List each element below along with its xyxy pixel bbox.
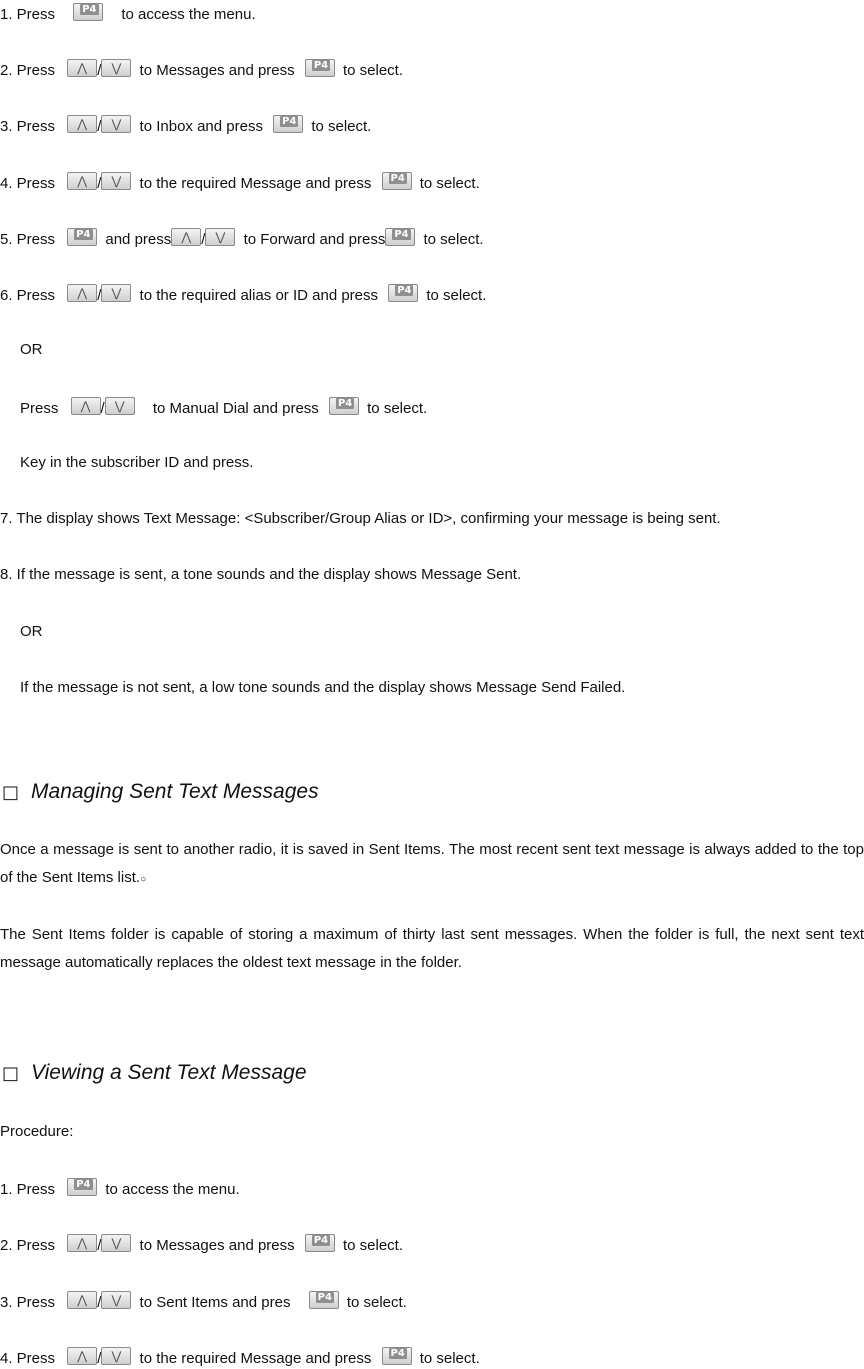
step-text: to select. <box>342 1237 404 1254</box>
p4-softkey-icon <box>382 1347 412 1365</box>
section-heading-managing <box>2 779 319 806</box>
step-text: 1. Press <box>0 6 56 23</box>
step-text: 1. Press <box>0 1181 56 1198</box>
step-8-failure: If the message is not sent, a low tone sounds and the display shows Message Send Failed. <box>20 679 626 696</box>
section-title: Managing Sent Text Messages <box>31 780 319 803</box>
step-3: 3. Press ⋀ / ⋁ to Inbox and press P4 to select. <box>0 115 371 135</box>
step-6-alternative: Press ⋀ / ⋁ to Manual Dial and press P4 to select. <box>20 397 427 417</box>
step-text: 5. Press <box>0 231 56 248</box>
p4-softkey-icon <box>305 59 335 77</box>
step-text: to select. <box>423 231 484 248</box>
paragraph-text: Once a message is sent to another radio, it is saved in Sent Items. The most recent sent text message is always added to the top of the Sent Items list. <box>0 841 864 886</box>
step-text: to the required Message and press <box>139 175 372 192</box>
checkbox-bullet-icon: □ <box>2 1063 20 1084</box>
step-text: to Manual Dial and press <box>152 400 319 417</box>
step-text: 6. Press <box>0 287 56 304</box>
down-arrow-key-icon: ⋁ <box>101 1234 131 1252</box>
step-text: to Forward and press <box>243 231 386 248</box>
step-text: to select. <box>426 287 487 304</box>
view-step-2: 2. Press ⋀ / ⋁ to Messages and press P4 to select. <box>0 1234 403 1254</box>
up-arrow-key-icon: ⋀ <box>67 172 97 190</box>
step-text: to the required alias or ID and press <box>139 287 379 304</box>
step-text: and press <box>105 231 172 248</box>
down-arrow-key-icon: ⋁ <box>101 1347 131 1365</box>
up-arrow-key-icon: ⋀ <box>171 228 201 246</box>
or-separator: OR <box>20 623 43 640</box>
view-step-3: 3. Press ⋀ / ⋁ to Sent Items and pres P4 to select. <box>0 1291 407 1311</box>
p4-softkey-icon <box>273 115 303 133</box>
paragraph-managing-2: The Sent Items folder is capable of storing a maximum of thirty last sent messages. When the folder is full, the next sent text message automatically replaces the oldest text message in the folder. <box>0 926 864 971</box>
step-1 <box>0 3 256 23</box>
step-text: 2. Press <box>0 1237 56 1254</box>
p4-softkey-icon <box>305 1234 335 1252</box>
step-text: to Inbox and press <box>139 118 263 135</box>
step-text: to Messages and press <box>139 62 295 79</box>
step-text: to select. <box>342 62 404 79</box>
down-arrow-key-icon: ⋁ <box>101 172 131 190</box>
down-arrow-key-icon: ⋁ <box>101 59 131 77</box>
up-arrow-key-icon: ⋀ <box>67 284 97 302</box>
p4-softkey-icon <box>388 284 418 302</box>
step-text: to the required Message and press <box>139 1350 372 1367</box>
procedure-label: Procedure: <box>0 1123 74 1140</box>
step-text: 3. Press <box>0 118 56 135</box>
down-arrow-key-icon: ⋁ <box>101 1291 131 1309</box>
step-text: to Messages and press <box>139 1237 295 1254</box>
p4-softkey-icon <box>382 172 412 190</box>
or-separator: OR <box>20 341 43 358</box>
p4-softkey-icon <box>67 228 97 246</box>
step-text: to access the menu. <box>121 6 256 23</box>
step-text: to select. <box>346 1294 407 1311</box>
step-6: 6. Press ⋀ / ⋁ to the required alias or ID and press P4 to select. <box>0 284 486 304</box>
checkbox-bullet-icon: □ <box>2 782 20 803</box>
step-5: 5. Press P4 and press ⋀ / ⋁ to Forward and pressP4 to select. <box>0 228 484 248</box>
p4-softkey-icon <box>73 3 103 21</box>
view-step-4: 4. Press ⋀ / ⋁ to the required Message and press P4 to select. <box>0 1347 480 1367</box>
step-6-key-in: Key in the subscriber ID and press. <box>20 454 254 471</box>
down-arrow-key-icon: ⋁ <box>105 397 135 415</box>
down-arrow-key-icon: ⋁ <box>101 284 131 302</box>
step-text: to access the menu. <box>105 1181 240 1198</box>
step-2: 2. Press ⋀ / ⋁ to Messages and press P4 to select. <box>0 59 403 79</box>
up-arrow-key-icon: ⋀ <box>67 1234 97 1252</box>
down-arrow-key-icon: ⋁ <box>101 115 131 133</box>
step-text: to select. <box>419 1350 480 1367</box>
step-4: 4. Press ⋀ / ⋁ to the required Message and press P4 to select. <box>0 172 480 192</box>
down-arrow-key-icon: ⋁ <box>205 228 235 246</box>
p4-softkey-icon <box>385 228 415 246</box>
step-7: 7. The display shows Text Message: <Subscriber/Group Alias or ID>, confirming your message is being sent. <box>0 510 721 527</box>
step-text: to select. <box>419 175 480 192</box>
up-arrow-key-icon: ⋀ <box>71 397 101 415</box>
up-arrow-key-icon: ⋀ <box>67 59 97 77</box>
step-text: to select. <box>367 400 428 417</box>
step-8: 8. If the message is sent, a tone sounds and the display shows Message Sent. <box>0 566 522 583</box>
paragraph-managing-1 <box>0 836 864 894</box>
section-heading-viewing <box>2 1060 307 1087</box>
view-step-1 <box>0 1178 240 1198</box>
up-arrow-key-icon: ⋀ <box>67 1291 97 1309</box>
p4-softkey-icon <box>329 397 359 415</box>
step-text: 4. Press <box>0 1350 56 1367</box>
step-text: 2. Press <box>0 62 56 79</box>
step-text: 3. Press <box>0 1294 56 1311</box>
step-text: 4. Press <box>0 175 56 192</box>
end-mark: ○ <box>140 874 147 885</box>
up-arrow-key-icon: ⋀ <box>67 1347 97 1365</box>
up-arrow-key-icon: ⋀ <box>67 115 97 133</box>
step-text: to Sent Items and pres <box>139 1294 291 1311</box>
step-text: to select. <box>311 118 372 135</box>
p4-softkey-icon <box>67 1178 97 1196</box>
p4-softkey-icon <box>309 1291 339 1309</box>
step-text: Press <box>20 400 59 417</box>
section-title: Viewing a Sent Text Message <box>31 1061 307 1084</box>
